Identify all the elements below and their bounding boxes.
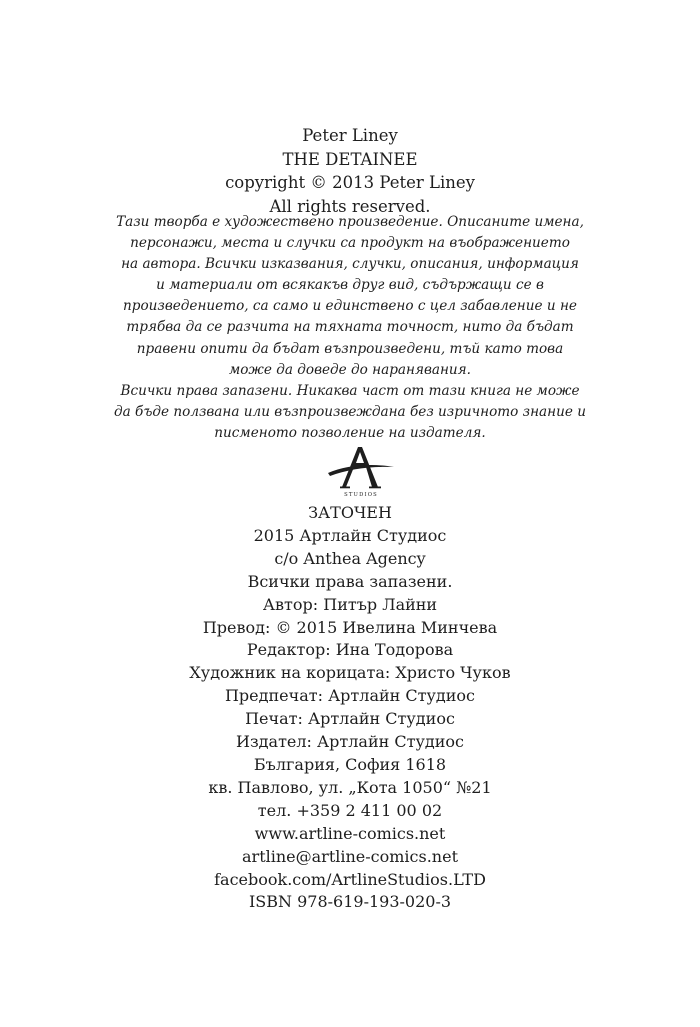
editor: Редактор: Ина Тодорова	[246, 640, 454, 660]
bg-title: ЗАТОЧЕН	[308, 503, 392, 522]
artline-studios-logo-icon	[320, 443, 400, 501]
phone: тел. +359 2 411 00 02	[257, 800, 443, 820]
disclaimer-line: да бъде ползвана или възпроизвеждана без изричното знание и	[114, 403, 586, 420]
disclaimer-line: може да доведе до наранявания.	[228, 361, 472, 378]
address-street: кв. Павлово, ул. „Кота 1050“ №21	[208, 777, 492, 797]
original-title: THE DETAINEE	[282, 149, 418, 169]
rights-reserved-en: All rights reserved.	[269, 196, 431, 216]
original-copyright: copyright © 2013 Peter Liney	[225, 173, 475, 193]
disclaimer-line: Тази творба е художествено произведение. Описаните имена,	[116, 214, 584, 230]
logo-studios-text: STUDIOS	[344, 492, 378, 498]
isbn: ISBN 978-619-193-020-3	[248, 892, 452, 912]
translator: Превод: © 2015 Ивелина Минчева	[202, 617, 498, 637]
disclaimer-block	[0, 212, 700, 444]
logo-serif-left	[340, 487, 350, 489]
website: www.artline-comics.net	[254, 823, 446, 843]
disclaimer-line: писменото позволение на издателя.	[214, 424, 486, 441]
logo-serif-right	[369, 487, 381, 489]
colophon-block	[0, 502, 700, 914]
printing: Печат: Артлайн Студиос	[245, 709, 455, 729]
disclaimer-line: Всички права запазени. Никаква част от тази книга не може	[120, 382, 580, 399]
disclaimer-line: правени опити да бъдат възпроизведени, тъй като това	[136, 340, 564, 357]
agency: c/o Anthea Agency	[274, 548, 426, 568]
disclaimer-line: персонажи, места и случки са продукт на въображението	[130, 235, 570, 252]
disclaimer-line: и материали от всякакъв друг вид, съдържащи се в	[156, 277, 544, 294]
facebook: facebook.com/ArtlineStudios.LTD	[214, 869, 486, 889]
publisher: Издател: Артлайн Студиос	[236, 732, 464, 752]
original-edition-block	[0, 124, 700, 218]
email: artline@artline-comics.net	[242, 846, 458, 866]
original-author: Peter Liney	[302, 126, 398, 145]
disclaimer-line: на автора. Всички изказвания, случки, описания, информация	[121, 256, 579, 273]
address-city: България, София 1618	[253, 754, 447, 774]
bg-copyright: 2015 Артлайн Студиос	[253, 525, 447, 545]
disclaimer-line: трябва да се разчита на тяхната точност, нито да бъдат	[126, 319, 574, 336]
disclaimer-line: произведението, са само и единствено с цел забавление и не	[123, 298, 577, 315]
logo-swoosh	[328, 465, 394, 476]
prepress: Предпечат: Артлайн Студиос	[224, 686, 476, 706]
rights-reserved-bg: Всички права запазени.	[247, 571, 453, 591]
cover-artist: Художник на корицата: Христо Чуков	[189, 663, 511, 683]
author: Автор: Питър Лайни	[262, 594, 438, 614]
